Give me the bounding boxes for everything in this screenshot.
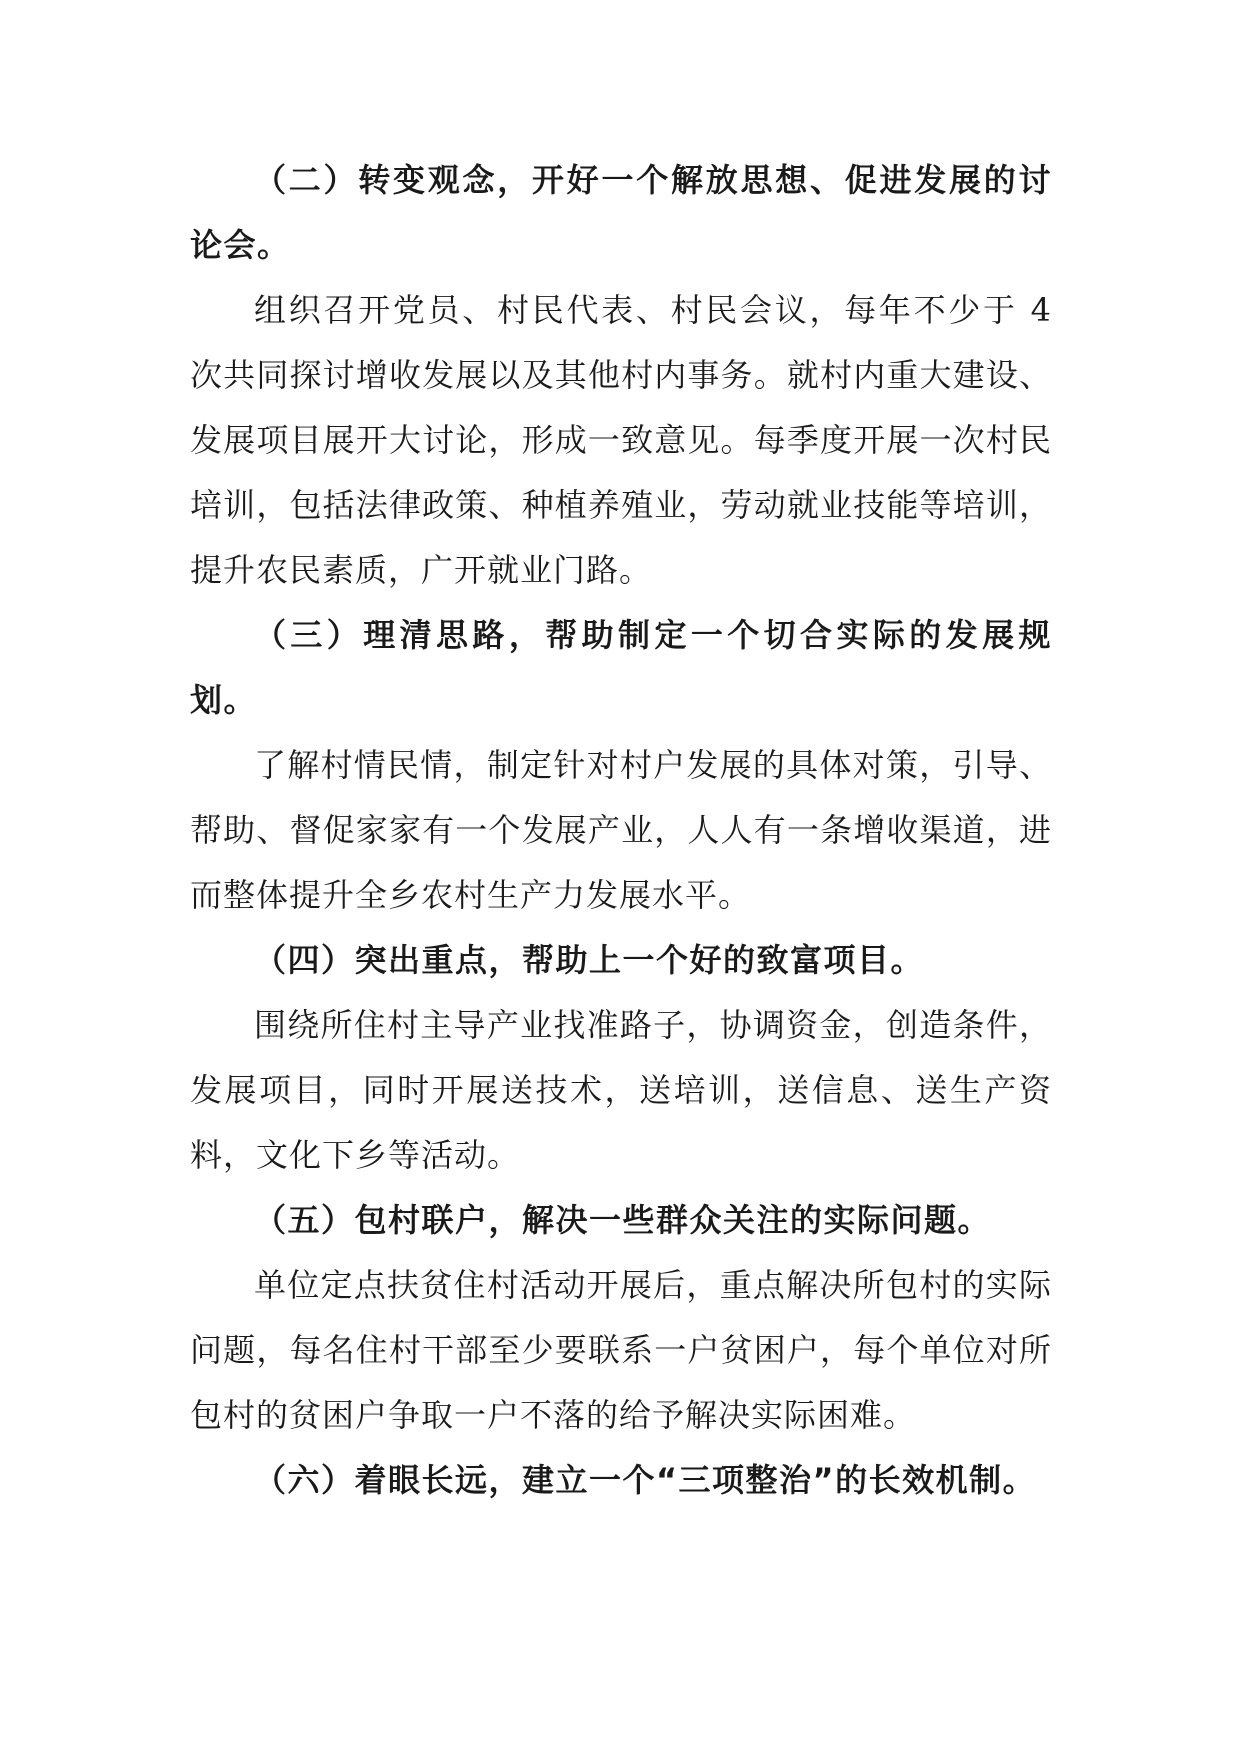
section-heading-3: （三）理清思路，帮助制定一个切合实际的发展规划。 — [190, 616, 1052, 719]
section-body-3: 了解村情民情，制定针对村户发展的具体对策，引导、帮助、督促家家有一个发展产业，人人有一条增收渠道，进而整体提升全乡农村生产力发展水平。 — [190, 746, 1052, 914]
section-heading-4: （四）突出重点，帮助上一个好的致富项目。 — [254, 941, 925, 979]
section-body-4: 围绕所住村主导产业找准路子，协调资金，创造条件，发展项目，同时开展送技术，送培训，送信息、送生产资料，文化下乡等活动。 — [190, 1006, 1052, 1174]
section-heading-2: （二）转变观念，开好一个解放思想、促进发展的讨论会。 — [190, 161, 1052, 264]
section-body-5: 单位定点扶贫住村活动开展后，重点解决所包村的实际问题，每名住村干部至少要联系一户贫困户，每个单位对所包村的贫困户争取一户不落的给予解决实际困难。 — [190, 1266, 1052, 1434]
document-body — [190, 148, 1052, 1513]
section-heading-5: （五）包村联户，解决一些群众关注的实际问题。 — [254, 1201, 992, 1239]
section-body-2: 组织召开党员、村民代表、村民会议，每年不少于 4 次共同探讨增收发展以及其他村内事务。就村内重大建设、发展项目展开大讨论，形成一致意见。每季度开展一次村民培训，包括法律政策、种植养殖业，劳动就业技能等培训，提升农民素质，广开就业门路。 — [190, 291, 1052, 589]
section-heading-6: （六）着眼长远，建立一个“三项整治”的长效机制。 — [254, 1461, 1037, 1499]
